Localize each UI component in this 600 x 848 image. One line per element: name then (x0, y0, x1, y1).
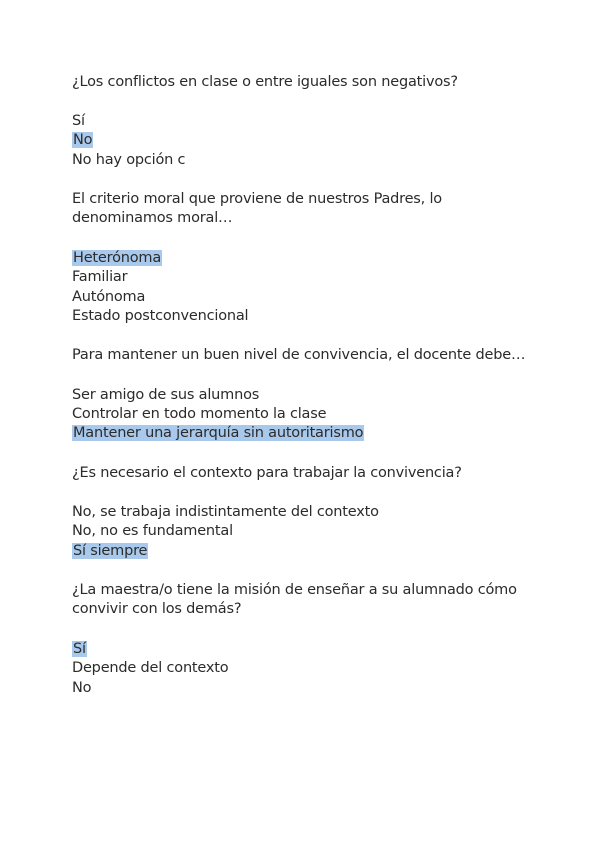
question-3-option-2: Controlar en todo momento la clase (72, 406, 327, 422)
question-3-text: Para mantener un buen nivel de convivencia, el docente debe… (72, 347, 526, 363)
question-2-option-4: Estado postconvencional (72, 308, 249, 324)
question-4-option-2: No, no es fundamental (72, 523, 233, 539)
question-1-option-2-correct (72, 131, 93, 150)
question-4-option-1: No, se trabaja indistintamente del contexto (72, 504, 379, 520)
answer-highlight: No (73, 132, 93, 148)
question-3-option-3-correct (72, 424, 364, 443)
question-5-option-3: No (72, 680, 92, 696)
question-2-option-1-correct (72, 249, 162, 268)
question-4-text: ¿Es necesario el contexto para trabajar la convivencia? (72, 465, 462, 481)
question-2-option-3: Autónoma (72, 289, 146, 305)
question-2-text: El criterio moral que proviene de nuestros Padres, lo denominamos moral… (72, 191, 442, 226)
question-2-option-2: Familiar (72, 269, 128, 285)
answer-highlight: Heterónoma (73, 250, 162, 266)
answer-highlight: Sí (73, 641, 86, 657)
answer-highlight: Mantener una jerarquía sin autoritarismo (73, 425, 364, 441)
question-4-option-3-correct (72, 542, 148, 561)
question-1-text: ¿Los conflictos en clase o entre iguales son negativos? (72, 74, 458, 90)
question-3-option-1: Ser amigo de sus alumnos (72, 387, 260, 403)
question-5-option-1-correct (72, 640, 87, 659)
answer-highlight: Sí siempre (73, 543, 148, 559)
question-5-option-2: Depende del contexto (72, 660, 229, 676)
question-1-option-3: No hay opción c (72, 152, 186, 168)
question-1-option-1: Sí (72, 113, 85, 129)
question-5-text: ¿La maestra/o tiene la misión de enseñar a su alumnado cómo convivir con los demás? (72, 582, 517, 617)
